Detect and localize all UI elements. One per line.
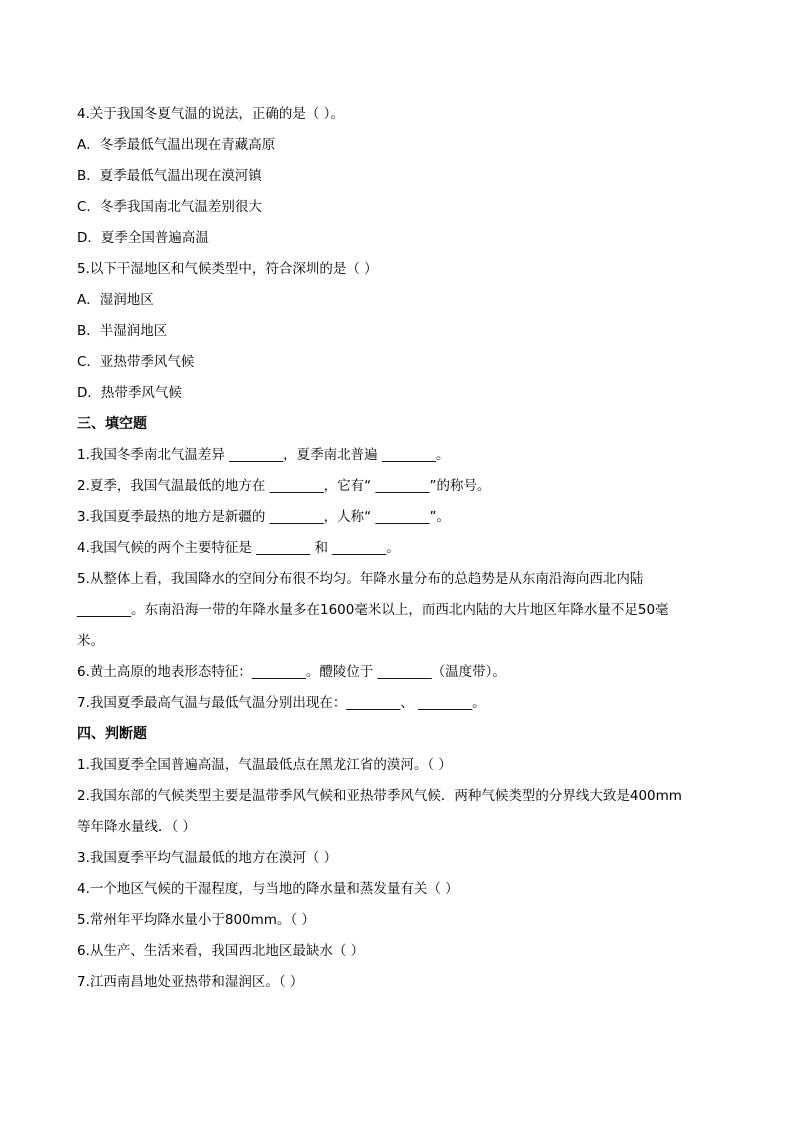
question-4-stem: 4.关于我国冬夏气温的说法，正确的是（ ）。 (77, 106, 344, 122)
question-4-option-d: D．夏季全国普遍高温 (77, 230, 209, 246)
judge-item-4: 4.一个地区气候的干湿程度，与当地的降水量和蒸发量有关（ ） (77, 881, 459, 897)
judge-item-2-line-1: 2.我国东部的气候类型主要是温带季风气候和亚热带季风气候．两种气候类型的分界线大致是400mm (77, 788, 682, 804)
fill-item-1: 1.我国冬季南北气温差异 ________，夏季南北普遍 ________。 (77, 447, 450, 463)
judge-item-1: 1.我国夏季全国普遍高温，气温最低点在黑龙江省的漠河。（ ） (77, 757, 452, 773)
question-4-option-a: A．冬季最低气温出现在青藏高原 (77, 137, 276, 153)
fill-item-3: 3.我国夏季最热的地方是新疆的 ________，人称“ ________”。 (77, 509, 450, 525)
question-5-option-b: B．半湿润地区 (77, 323, 168, 339)
fill-item-4: 4.我国气候的两个主要特征是 ________ 和 ________。 (77, 540, 400, 556)
judge-item-7: 7.江西南昌地处亚热带和湿润区。（ ） (77, 974, 304, 990)
fill-item-5-line-1: 5.从整体上看，我国降水的空间分布很不均匀。年降水量分布的总趋势是从东南沿海向西北内陆 (77, 571, 644, 587)
judge-item-5: 5.常州年平均降水量小于800mm。（ ） (77, 912, 315, 928)
fill-item-5-line-2: ________。东南沿海一带的年降水量多在1600毫米以上，而西北内陆的大片地区年降水量不足50毫 (77, 602, 669, 618)
question-5-option-c: C．亚热带季风气候 (77, 354, 195, 370)
judge-item-2-line-2: 等年降水量线．（ ） (77, 819, 197, 835)
fill-item-6: 6.黄土高原的地表形态特征：________。醴陵位于 ________（温度带）。 (77, 664, 506, 680)
fill-item-5-line-3: 米。 (77, 633, 104, 649)
fill-item-2: 2.夏季，我国气温最低的地方在 ________，它有“ ________”的称号。 (77, 478, 491, 494)
judge-item-3: 3.我国夏季平均气温最低的地方在漠河（ ） (77, 850, 338, 866)
fill-item-7: 7.我国夏季最高气温与最低气温分别出现在：________、 ________。 (77, 695, 486, 711)
document-content (77, 99, 727, 998)
question-5-stem: 5.以下干湿地区和气候类型中，符合深圳的是（ ） (77, 261, 378, 277)
section-heading-true-false: 四、判断题 (77, 726, 147, 742)
section-heading-fill-in: 三、填空题 (77, 416, 147, 432)
question-4-option-b: B．夏季最低气温出现在漠河镇 (77, 168, 262, 184)
question-5-option-d: D．热带季风气候 (77, 385, 182, 401)
question-5-option-a: A．湿润地区 (77, 292, 154, 308)
judge-item-6: 6.从生产、生活来看，我国西北地区最缺水（ ） (77, 943, 365, 959)
question-4-option-c: C．冬季我国南北气温差别很大 (77, 199, 262, 215)
